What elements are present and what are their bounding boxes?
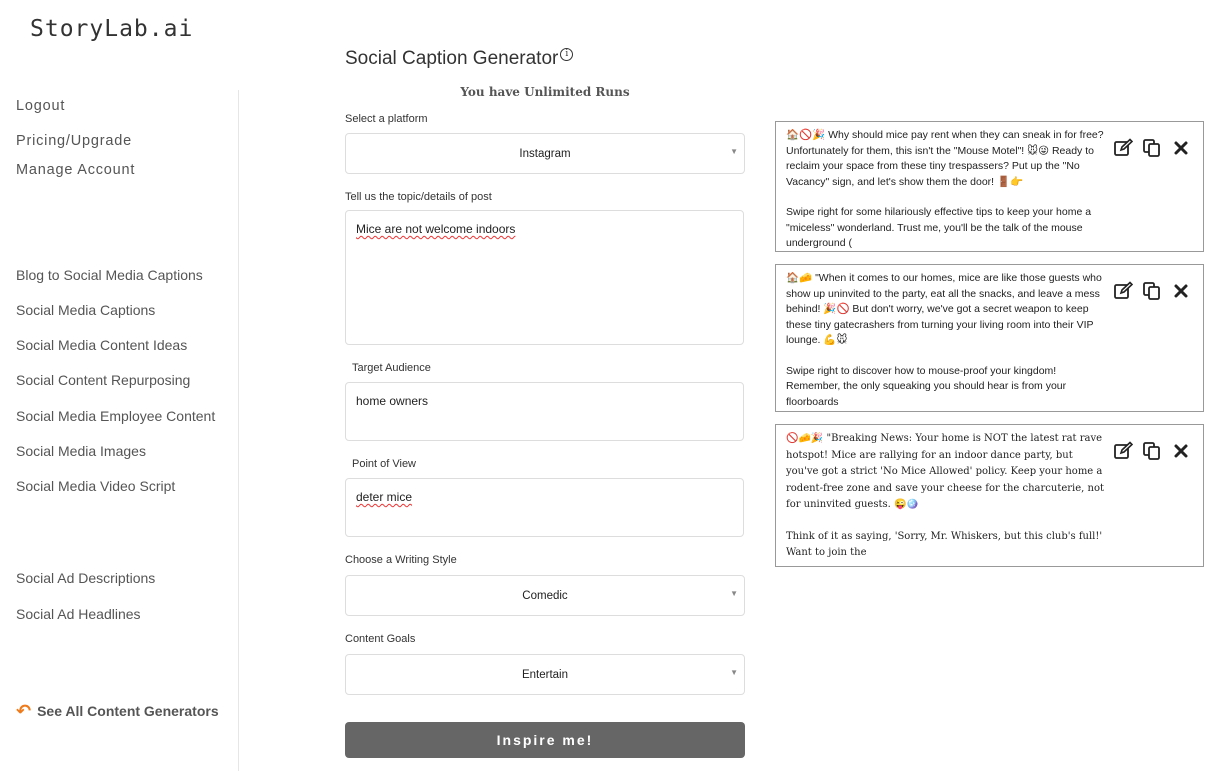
goals-label: Content Goals <box>345 633 416 645</box>
pov-label: Point of View <box>352 458 417 470</box>
style-value: Comedic <box>522 589 568 602</box>
result-card <box>775 264 1204 412</box>
copy-icon[interactable] <box>1142 441 1162 461</box>
result-text <box>786 431 1108 562</box>
brand-logo[interactable]: StoryLab.ai <box>30 16 194 42</box>
topic-value: Mice are not welcome indoors <box>356 222 516 236</box>
close-icon[interactable] <box>1171 441 1191 461</box>
chevron-down-icon: ▼ <box>730 147 738 156</box>
audience-value: home owners <box>356 394 429 408</box>
inspire-me-button[interactable]: Inspire me! <box>345 722 745 758</box>
back-arrow-icon: ↶ <box>16 701 32 721</box>
card-actions <box>1113 441 1191 461</box>
goals-select[interactable] <box>345 654 745 695</box>
page-title <box>345 48 573 70</box>
result-paragraph: 🏠🚫🎉 Why should mice pay rent when they can sneak in for free? Unfortunately for them, this isn't the "Mouse Motel"! 🐭😜 Ready to reclaim your space from these tiny trespassers? Put up the "No Vacancy" sign, and let's show them the door! 🚪👉 <box>786 129 1104 188</box>
sidebar-item-ad-headlines[interactable]: Social Ad Headlines <box>16 606 141 622</box>
pov-input[interactable] <box>345 478 744 537</box>
copy-icon[interactable] <box>1142 138 1162 158</box>
result-text <box>786 128 1108 252</box>
platform-select[interactable] <box>345 133 745 174</box>
result-text <box>786 271 1108 410</box>
info-icon[interactable]: i <box>560 48 573 61</box>
result-card <box>775 424 1204 567</box>
logout-link[interactable]: Logout <box>16 98 66 114</box>
sidebar-divider <box>238 90 239 771</box>
topic-label: Tell us the topic/details of post <box>345 191 492 203</box>
edit-icon[interactable] <box>1113 138 1133 158</box>
edit-icon[interactable] <box>1113 441 1133 461</box>
sidebar-item-social-captions[interactable]: Social Media Captions <box>16 302 156 318</box>
card-actions <box>1113 281 1191 301</box>
result-card <box>775 121 1204 252</box>
sidebar-item-content-ideas[interactable]: Social Media Content Ideas <box>16 337 188 353</box>
page-title-text: Social Caption Generator <box>345 48 559 69</box>
sidebar-item-ad-descriptions[interactable]: Social Ad Descriptions <box>16 570 156 586</box>
audience-input[interactable] <box>345 382 744 441</box>
card-actions <box>1113 138 1191 158</box>
result-paragraph: 🚫🧀🎉 "Breaking News: Your home is NOT the latest rat rave hotspot! Mice are rallying for an indoor dance party, but you've got a strict 'No Mice Allowed' policy. Keep your home a rodent-free zone and save your cheese for the charcuterie, not for uninvited guests. 😜🪩 <box>786 433 1105 510</box>
platform-label: Select a platform <box>345 113 428 125</box>
audience-label: Target Audience <box>352 362 431 374</box>
goals-value: Entertain <box>521 668 569 681</box>
platform-value: Instagram <box>519 147 571 160</box>
result-paragraph: Swipe right for some hilariously effective tips to keep your home a "miceless" wonderland. Trust me, you'll be the talk of the mouse underground ( <box>786 206 1092 249</box>
runs-status: You have Unlimited Runs <box>460 85 630 99</box>
edit-icon[interactable] <box>1113 281 1133 301</box>
topic-textarea[interactable] <box>345 210 744 345</box>
sidebar-item-blog-to-captions[interactable]: Blog to Social Media Captions <box>16 267 203 283</box>
close-icon[interactable] <box>1171 281 1191 301</box>
result-paragraph: 🏠🧀 "When it comes to our homes, mice are like those guests who show up uninvited to the party, eat all the snacks, and leave a mess behind! 🎉🚫 But don't worry, we've got a secret weapon to keep these tiny gatecrashers from turning your living room into their VIP lounge. 💪🐭 <box>786 272 1102 346</box>
sidebar-item-employee-content[interactable]: Social Media Employee Content <box>16 408 216 424</box>
pov-value: deter mice <box>356 490 413 504</box>
see-all-label: See All Content Generators <box>37 703 219 719</box>
manage-account-link[interactable]: Manage Account <box>16 162 136 178</box>
see-all-generators-link[interactable] <box>16 703 219 719</box>
pricing-upgrade-link[interactable]: Pricing/Upgrade <box>16 133 132 149</box>
close-icon[interactable] <box>1171 138 1191 158</box>
result-paragraph: Think of it as saying, 'Sorry, Mr. Whiskers, but this club's full!' Want to join the <box>786 530 1103 558</box>
chevron-down-icon: ▼ <box>730 668 738 677</box>
sidebar-item-social-images[interactable]: Social Media Images <box>16 443 146 459</box>
chevron-down-icon: ▼ <box>730 589 738 598</box>
style-select[interactable] <box>345 575 745 616</box>
style-label: Choose a Writing Style <box>345 554 457 566</box>
copy-icon[interactable] <box>1142 281 1162 301</box>
sidebar-item-video-script[interactable]: Social Media Video Script <box>16 478 176 494</box>
sidebar-item-content-repurposing[interactable]: Social Content Repurposing <box>16 372 191 388</box>
result-paragraph: Swipe right to discover how to mouse-proof your kingdom! Remember, the only squeaking you should hear is from your floorboards <box>786 364 1067 408</box>
